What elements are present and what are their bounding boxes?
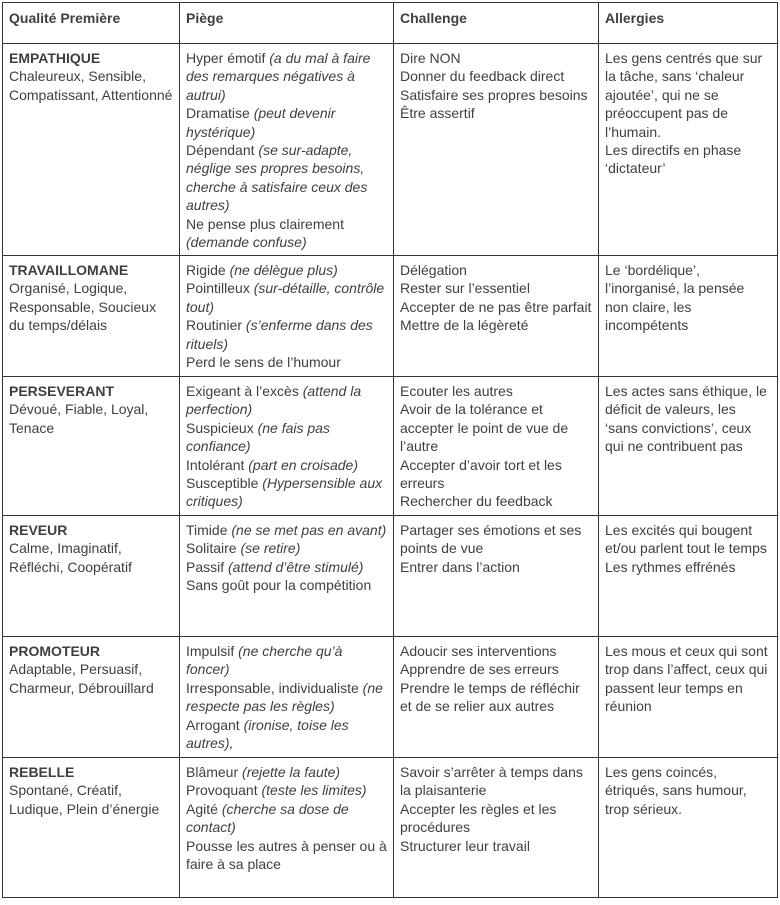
- challenge-item: Adoucir ses interventions: [400, 643, 557, 659]
- allergie-item: Les gens coincés, étriqués, sans humour, trop sérieux.: [605, 764, 747, 817]
- allergie-item: Les excités qui bougent et/ou parlent tout le temps: [605, 522, 767, 557]
- piege-trait: Pointilleux: [186, 280, 250, 297]
- challenge-item: Rechercher du feedback: [400, 493, 553, 510]
- challenge-cell: [394, 256, 599, 377]
- allergies-cell: [599, 637, 778, 758]
- challenge-item: Mettre de la légèreté: [400, 317, 529, 334]
- challenge-item: Prendre le temps de réfléchir et de se relier aux autres: [400, 679, 580, 715]
- piege-item: [186, 104, 387, 141]
- piege-item: [186, 558, 387, 576]
- challenge-item: Rester sur l’essentiel: [400, 280, 530, 297]
- challenge-item: Satisfaire ses propres besoins: [400, 86, 588, 103]
- piege-item: [186, 837, 387, 874]
- piege-note: (attend d’être stimulé): [228, 558, 364, 575]
- challenge-item: Savoir s’arrêter à temps dans la plaisanterie: [400, 764, 583, 799]
- piege-item: [186, 716, 387, 753]
- allergies-cell: [599, 44, 778, 256]
- challenge-item: Délégation: [400, 262, 467, 278]
- challenge-item: Être assertif: [400, 105, 475, 122]
- table-row: [3, 758, 778, 898]
- piege-trait: Perd le sens de l’humour: [186, 354, 341, 371]
- challenge-item: Accepter les règles et les procédures: [400, 800, 557, 836]
- piege-trait: Irresponsable, individualiste: [186, 679, 359, 696]
- piege-note: (se sur-adapte, néglige ses propres besoins, cherche à satisfaire ceux des autres): [186, 142, 368, 214]
- piege-cell: [180, 44, 394, 256]
- challenge-item: Accepter d’avoir tort et les erreurs: [400, 456, 562, 492]
- piege-trait: Arrogant: [186, 716, 240, 733]
- challenge-cell: [394, 516, 599, 637]
- piege-note: (ne se met pas en avant): [231, 522, 387, 538]
- table-header: [3, 3, 778, 44]
- piege-trait: Intolérant: [186, 456, 245, 473]
- qualite-name: PROMOTEUR: [9, 643, 100, 659]
- challenge-item: Avoir de la tolérance et accepter le point de vue de l’autre: [400, 401, 569, 455]
- qualite-name: REVEUR: [9, 522, 68, 538]
- piege-note: (ne délègue plus): [229, 262, 338, 278]
- allergie-item: Les directifs en phase ‘dictateur’: [605, 142, 742, 177]
- piege-item: [186, 576, 387, 594]
- piege-note: (rejette la faute): [242, 764, 341, 780]
- challenge-item: Structurer leur travail: [400, 837, 530, 854]
- qualite-cell: [3, 377, 180, 516]
- piege-item: [186, 49, 387, 104]
- piege-trait: Agité: [186, 800, 222, 817]
- qualite-traits: Dévoué, Fiable, Loyal, Tenace: [9, 401, 149, 436]
- qualite-traits: Calme, Imaginatif, Réfléchi, Coopératif: [9, 540, 132, 575]
- piege-trait: Passif: [186, 558, 225, 575]
- piege-trait: Sans goût pour la compétition: [186, 577, 372, 594]
- piege-note: (ne fais pas confiance): [186, 419, 330, 455]
- qualite-cell: [3, 256, 180, 377]
- qualite-cell: [3, 516, 180, 637]
- challenge-item: Donner du feedback direct: [400, 68, 565, 85]
- challenge-item: Accepter de ne pas être parfait: [400, 298, 592, 315]
- table-row: [3, 377, 778, 516]
- piege-item: [186, 316, 387, 353]
- challenge-item: Ecouter les autres: [400, 383, 513, 399]
- piege-cell: [180, 637, 394, 758]
- piege-item: [186, 215, 387, 252]
- piege-item: [186, 419, 387, 456]
- piege-trait: Routinier: [186, 317, 243, 334]
- piege-trait: Ne pense plus clairement: [186, 215, 344, 232]
- table-row: [3, 637, 778, 758]
- piege-trait: Rigide: [186, 262, 226, 278]
- qualite-name: REBELLE: [9, 764, 75, 780]
- qualite-traits: Spontané, Créatif, Ludique, Plein d’énergie: [9, 782, 160, 817]
- piege-cell: [180, 758, 394, 898]
- piege-note: (teste les limites): [261, 782, 367, 799]
- table-row: [3, 256, 778, 377]
- challenge-cell: [394, 377, 599, 516]
- piege-note: (part en croisade): [248, 456, 358, 473]
- piege-item: [186, 474, 387, 511]
- piege-note: (ne cherche qu’à foncer): [186, 643, 343, 678]
- allergie-item: Les gens centrés que sur la tâche, sans ‘chaleur ajoutée’, qui ne se préoccupent pas de l’humain.: [605, 50, 763, 140]
- piege-item: [186, 642, 387, 679]
- challenge-item: Apprendre de ses erreurs: [400, 661, 559, 678]
- piege-trait: Hyper émotif: [186, 50, 266, 66]
- allergies-cell: [599, 256, 778, 377]
- header-challenge: Challenge: [394, 3, 599, 44]
- header-qualite: Qualité Première: [3, 3, 180, 44]
- personality-table: [2, 2, 778, 898]
- qualite-name: PERSEVERANT: [9, 383, 115, 399]
- challenge-cell: [394, 758, 599, 898]
- qualite-cell: [3, 637, 180, 758]
- piege-item: [186, 679, 387, 716]
- piege-note: (ironise, toise les autres),: [186, 716, 349, 752]
- piege-item: [186, 261, 387, 279]
- piege-item: [186, 353, 387, 371]
- piege-trait: Susceptible: [186, 475, 259, 492]
- piege-trait: Solitaire: [186, 540, 237, 557]
- header-piege: Piège: [180, 3, 394, 44]
- piege-note: (cherche sa dose de contact): [186, 800, 349, 836]
- piege-trait: Impulsif: [186, 643, 235, 659]
- header-allergies: Allergies: [599, 3, 778, 44]
- piege-trait: Timide: [186, 522, 228, 538]
- challenge-cell: [394, 44, 599, 256]
- piege-item: [186, 382, 387, 419]
- piege-item: [186, 539, 387, 557]
- piege-trait: Dramatise: [186, 105, 250, 122]
- piege-item: [186, 141, 387, 215]
- piege-item: [186, 279, 387, 316]
- qualite-name: TRAVAILLOMANE: [9, 262, 129, 278]
- piege-note: (sur-détaille, contrôle tout): [186, 280, 385, 315]
- allergie-item: Les rythmes effrénés: [605, 558, 736, 575]
- challenge-item: Dire NON: [400, 50, 461, 66]
- piege-item: [186, 800, 387, 837]
- piege-item: [186, 456, 387, 474]
- piege-trait: Suspicieux: [186, 419, 254, 436]
- piege-trait: Dépendant: [186, 142, 259, 159]
- piege-note: (se retire): [240, 540, 301, 557]
- piege-note: (a du mal à faire des remarques négatives à autrui): [186, 50, 371, 103]
- allergie-item: Le ‘bordélique’, l’inorganisé, la pensée non claire, les incompétents: [605, 262, 745, 334]
- allergie-item: Les mous et ceux qui sont trop dans l’affect, ceux qui passent leur temps en réunion: [605, 643, 768, 715]
- allergies-cell: [599, 377, 778, 516]
- piege-trait: Blâmeur: [186, 764, 239, 780]
- qualite-traits: Chaleureux, Sensible, Compatissant, Attentionné: [9, 68, 173, 103]
- qualite-cell: [3, 758, 180, 898]
- piege-trait: Pousse les autres à penser ou à faire à sa place: [186, 837, 387, 873]
- piege-item: [186, 763, 387, 781]
- qualite-name: EMPATHIQUE: [9, 50, 101, 66]
- piege-cell: [180, 516, 394, 637]
- piege-item: [186, 521, 387, 539]
- piege-cell: [180, 377, 394, 516]
- piege-note: (s’enferme dans des rituels): [186, 317, 373, 352]
- piege-item: [186, 781, 387, 799]
- piege-note: (peut devenir hystérique): [186, 105, 336, 140]
- piege-trait: Provoquant: [186, 782, 258, 799]
- piege-note: (Hypersensible aux critiques): [186, 475, 383, 510]
- piege-trait: Exigeant à l’excès: [186, 383, 299, 399]
- challenge-item: Partager ses émotions et ses points de vue: [400, 522, 582, 557]
- challenge-item: Entrer dans l’action: [400, 558, 520, 575]
- piege-note: (ne respecte pas les règles): [186, 679, 383, 715]
- challenge-cell: [394, 637, 599, 758]
- qualite-traits: Adaptable, Persuasif, Charmeur, Débrouillard: [9, 661, 154, 696]
- table-row: [3, 44, 778, 256]
- allergie-item: Les actes sans éthique, le déficit de valeurs, les ‘sans convictions’, ceux qui ne contribuent pas: [605, 383, 767, 455]
- qualite-cell: [3, 44, 180, 256]
- header-row: [3, 3, 778, 44]
- table-body: [3, 44, 778, 898]
- table-row: [3, 516, 778, 637]
- piege-note: (attend la perfection): [186, 383, 362, 418]
- qualite-traits: Organisé, Logique, Responsable, Soucieux du temps/délais: [9, 280, 157, 334]
- allergies-cell: [599, 516, 778, 637]
- allergies-cell: [599, 758, 778, 898]
- piege-note: (demande confuse): [186, 234, 307, 251]
- piege-cell: [180, 256, 394, 377]
